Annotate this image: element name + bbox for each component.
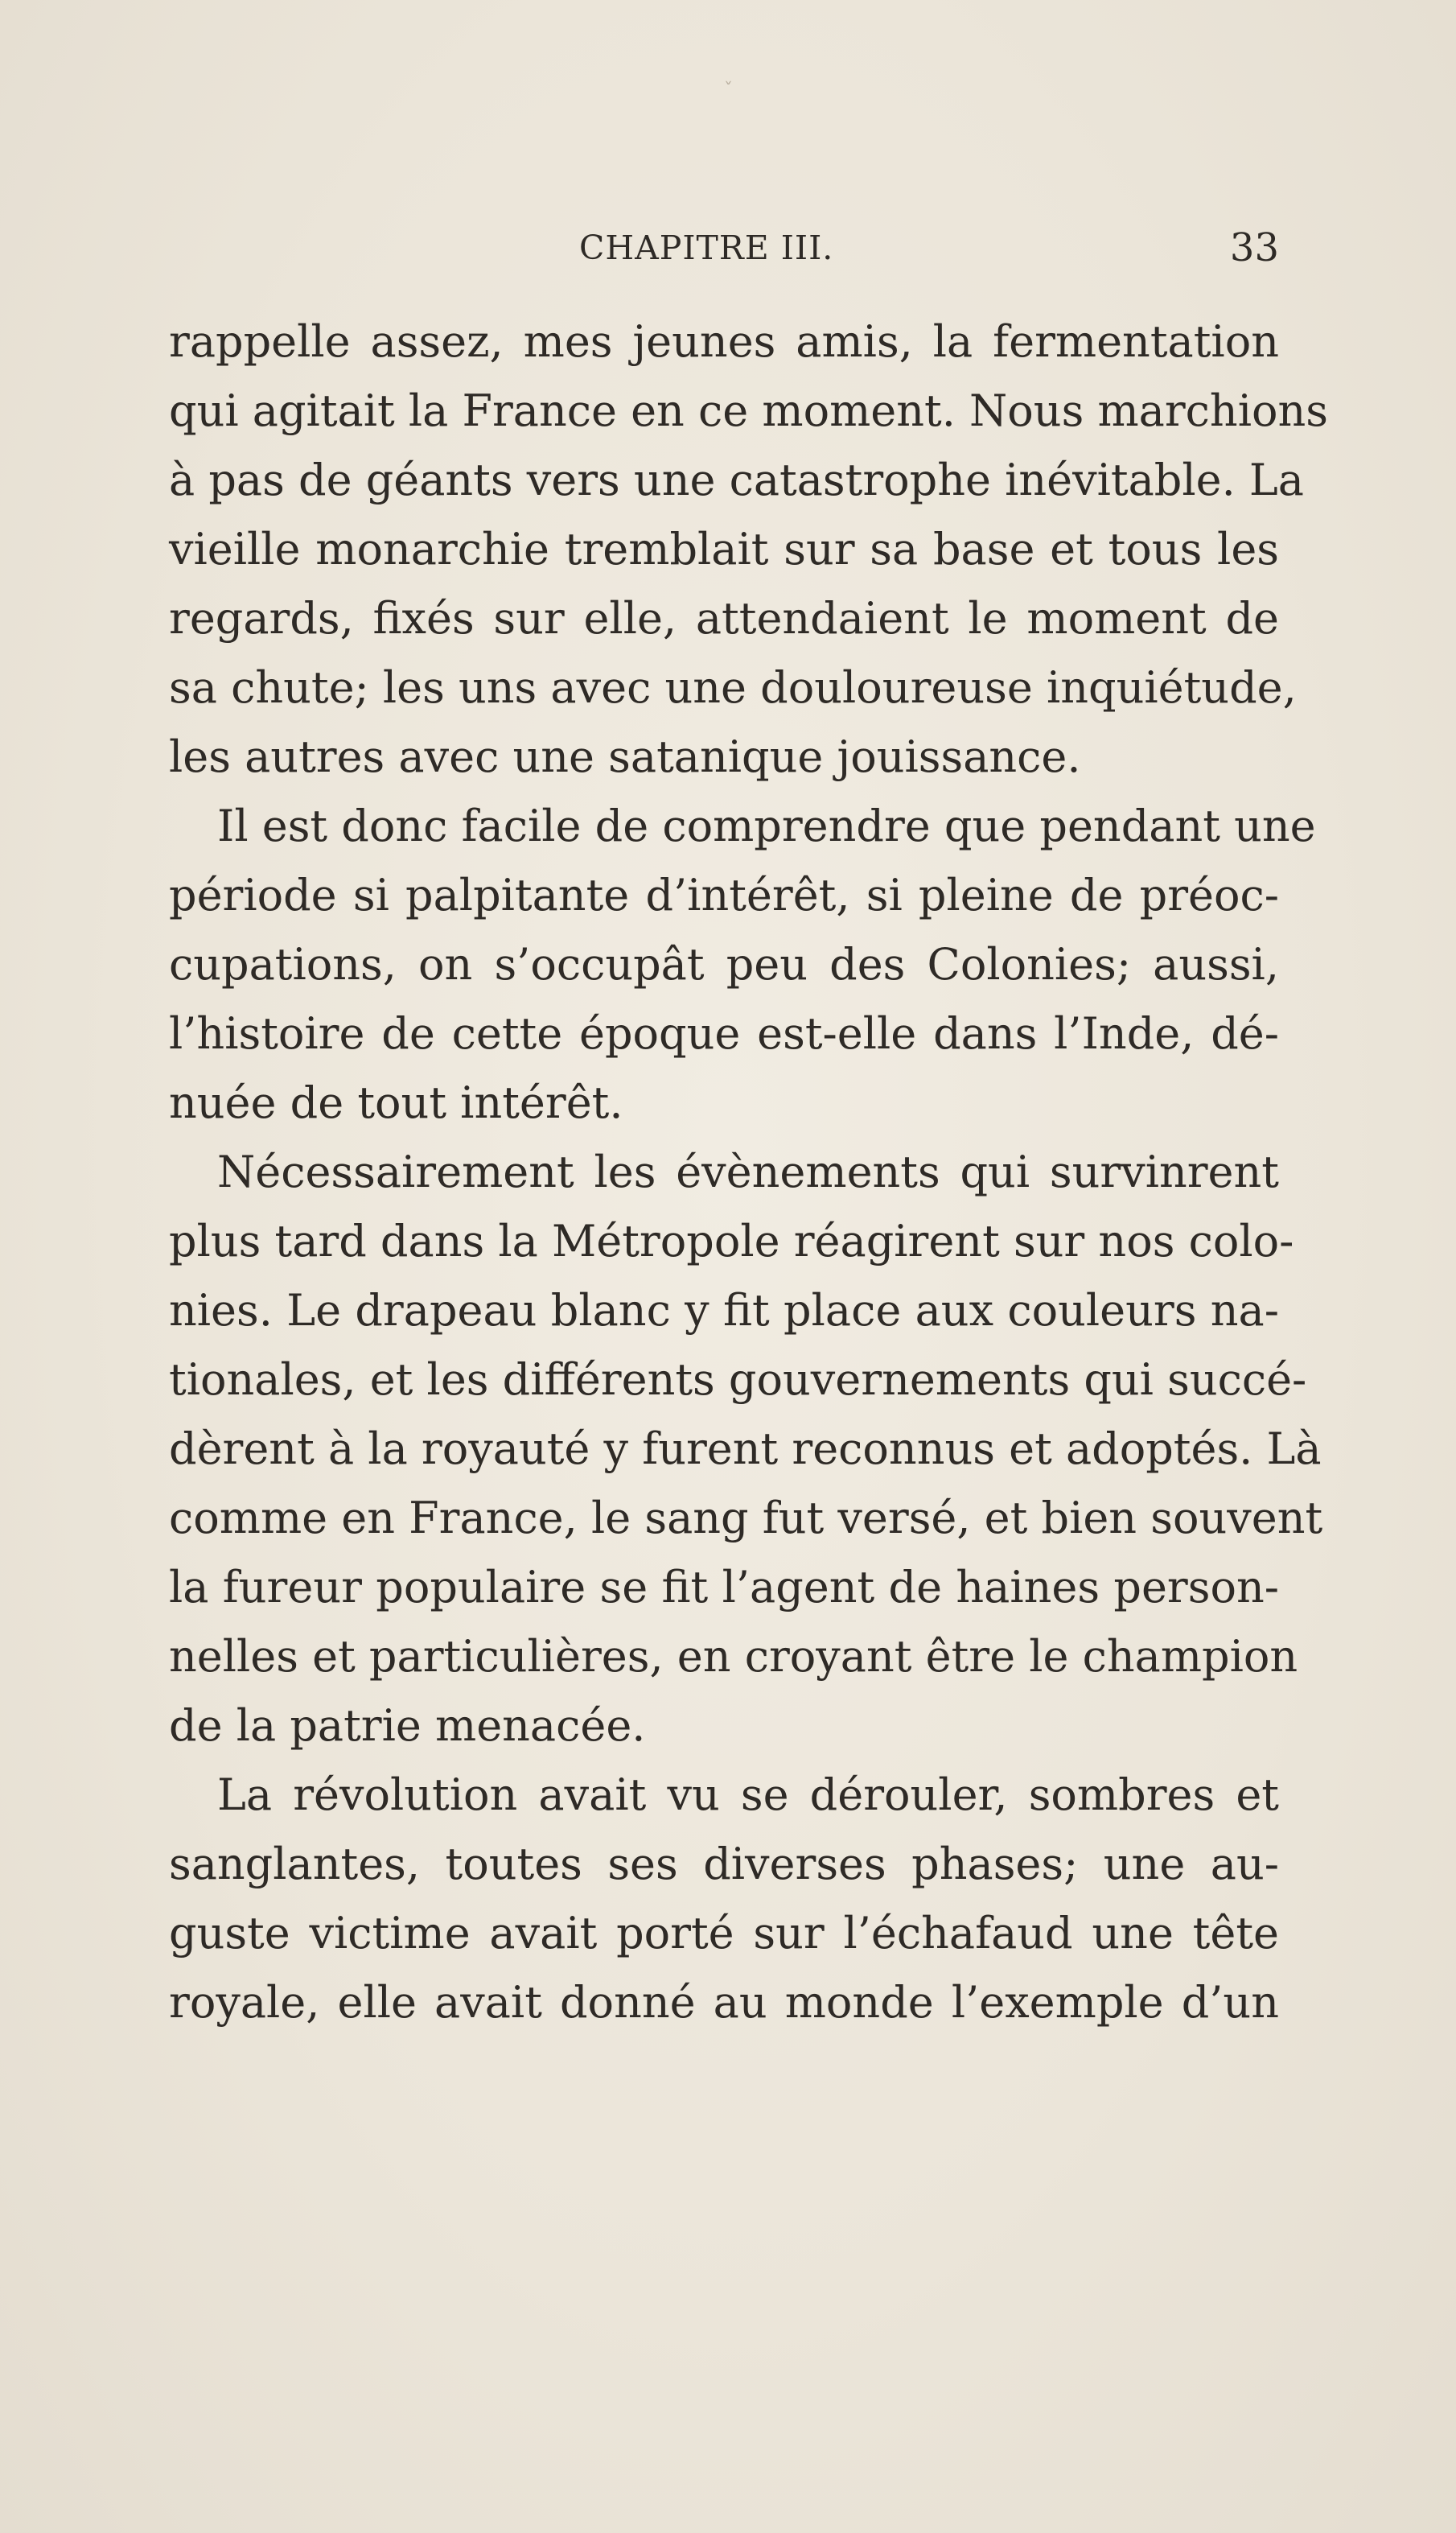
text-line: nuée de tout intérêt.	[169, 1077, 623, 1128]
text-line: la fureur populaire se fit l’agent de haines person-	[169, 1562, 1279, 1612]
text-line: sanglantes, toutes ses diverses phases; une au-	[169, 1839, 1279, 1889]
printer-mark: ˇ	[724, 80, 733, 101]
text-line: Nécessairement les évènements qui survinrent	[217, 1147, 1279, 1197]
text-line: cupations, on s’occupât peu des Colonies; aussi,	[169, 939, 1279, 990]
text-line: qui agitait la France en ce moment. Nous marchions	[169, 385, 1328, 436]
text-line: l’histoire de cette époque est-elle dans l’Inde, dé-	[169, 1008, 1279, 1059]
text-line: les autres avec une satanique jouissance.	[169, 731, 1081, 782]
text-line: comme en France, le sang fut versé, et bien souvent	[169, 1493, 1323, 1543]
text-line: royale, elle avait donné au monde l’exemple d’un	[169, 1977, 1279, 2028]
chapter-title: CHAPITRE III.	[579, 229, 834, 267]
text-line: période si palpitante d’intérêt, si pleine de préoc-	[169, 870, 1279, 921]
page-number: 33	[1229, 225, 1279, 270]
text-line: de la patrie menacée.	[169, 1700, 646, 1751]
page-body	[169, 307, 1328, 2037]
text-line: tionales, et les différents gouvernements qui succé-	[169, 1354, 1307, 1405]
text-line: sa chute; les uns avec une douloureuse inquiétude,	[169, 662, 1297, 713]
text-line: La révolution avait vu se dérouler, sombres et	[217, 1769, 1279, 1820]
text-line: nelles et particulières, en croyant être le champion	[169, 1631, 1298, 1682]
text-line: nies. Le drapeau blanc y fit place aux couleurs na-	[169, 1285, 1279, 1336]
text-line: plus tard dans la Métropole réagirent sur nos colo-	[169, 1216, 1294, 1266]
text-line: Il est donc facile de comprendre que pendant une	[217, 801, 1316, 851]
text-line: rappelle assez, mes jeunes amis, la fermentation	[169, 316, 1279, 367]
running-header	[169, 224, 1279, 272]
text-line: vieille monarchie tremblait sur sa base et tous les	[169, 524, 1279, 575]
text-line: guste victime avait porté sur l’échafaud une tête	[169, 1908, 1279, 1958]
text-line: dèrent à la royauté y furent reconnus et adoptés. Là	[169, 1423, 1322, 1474]
text-line: regards, fixés sur elle, attendaient le moment de	[169, 593, 1279, 644]
text-line: à pas de géants vers une catastrophe inévitable. La	[169, 455, 1304, 505]
